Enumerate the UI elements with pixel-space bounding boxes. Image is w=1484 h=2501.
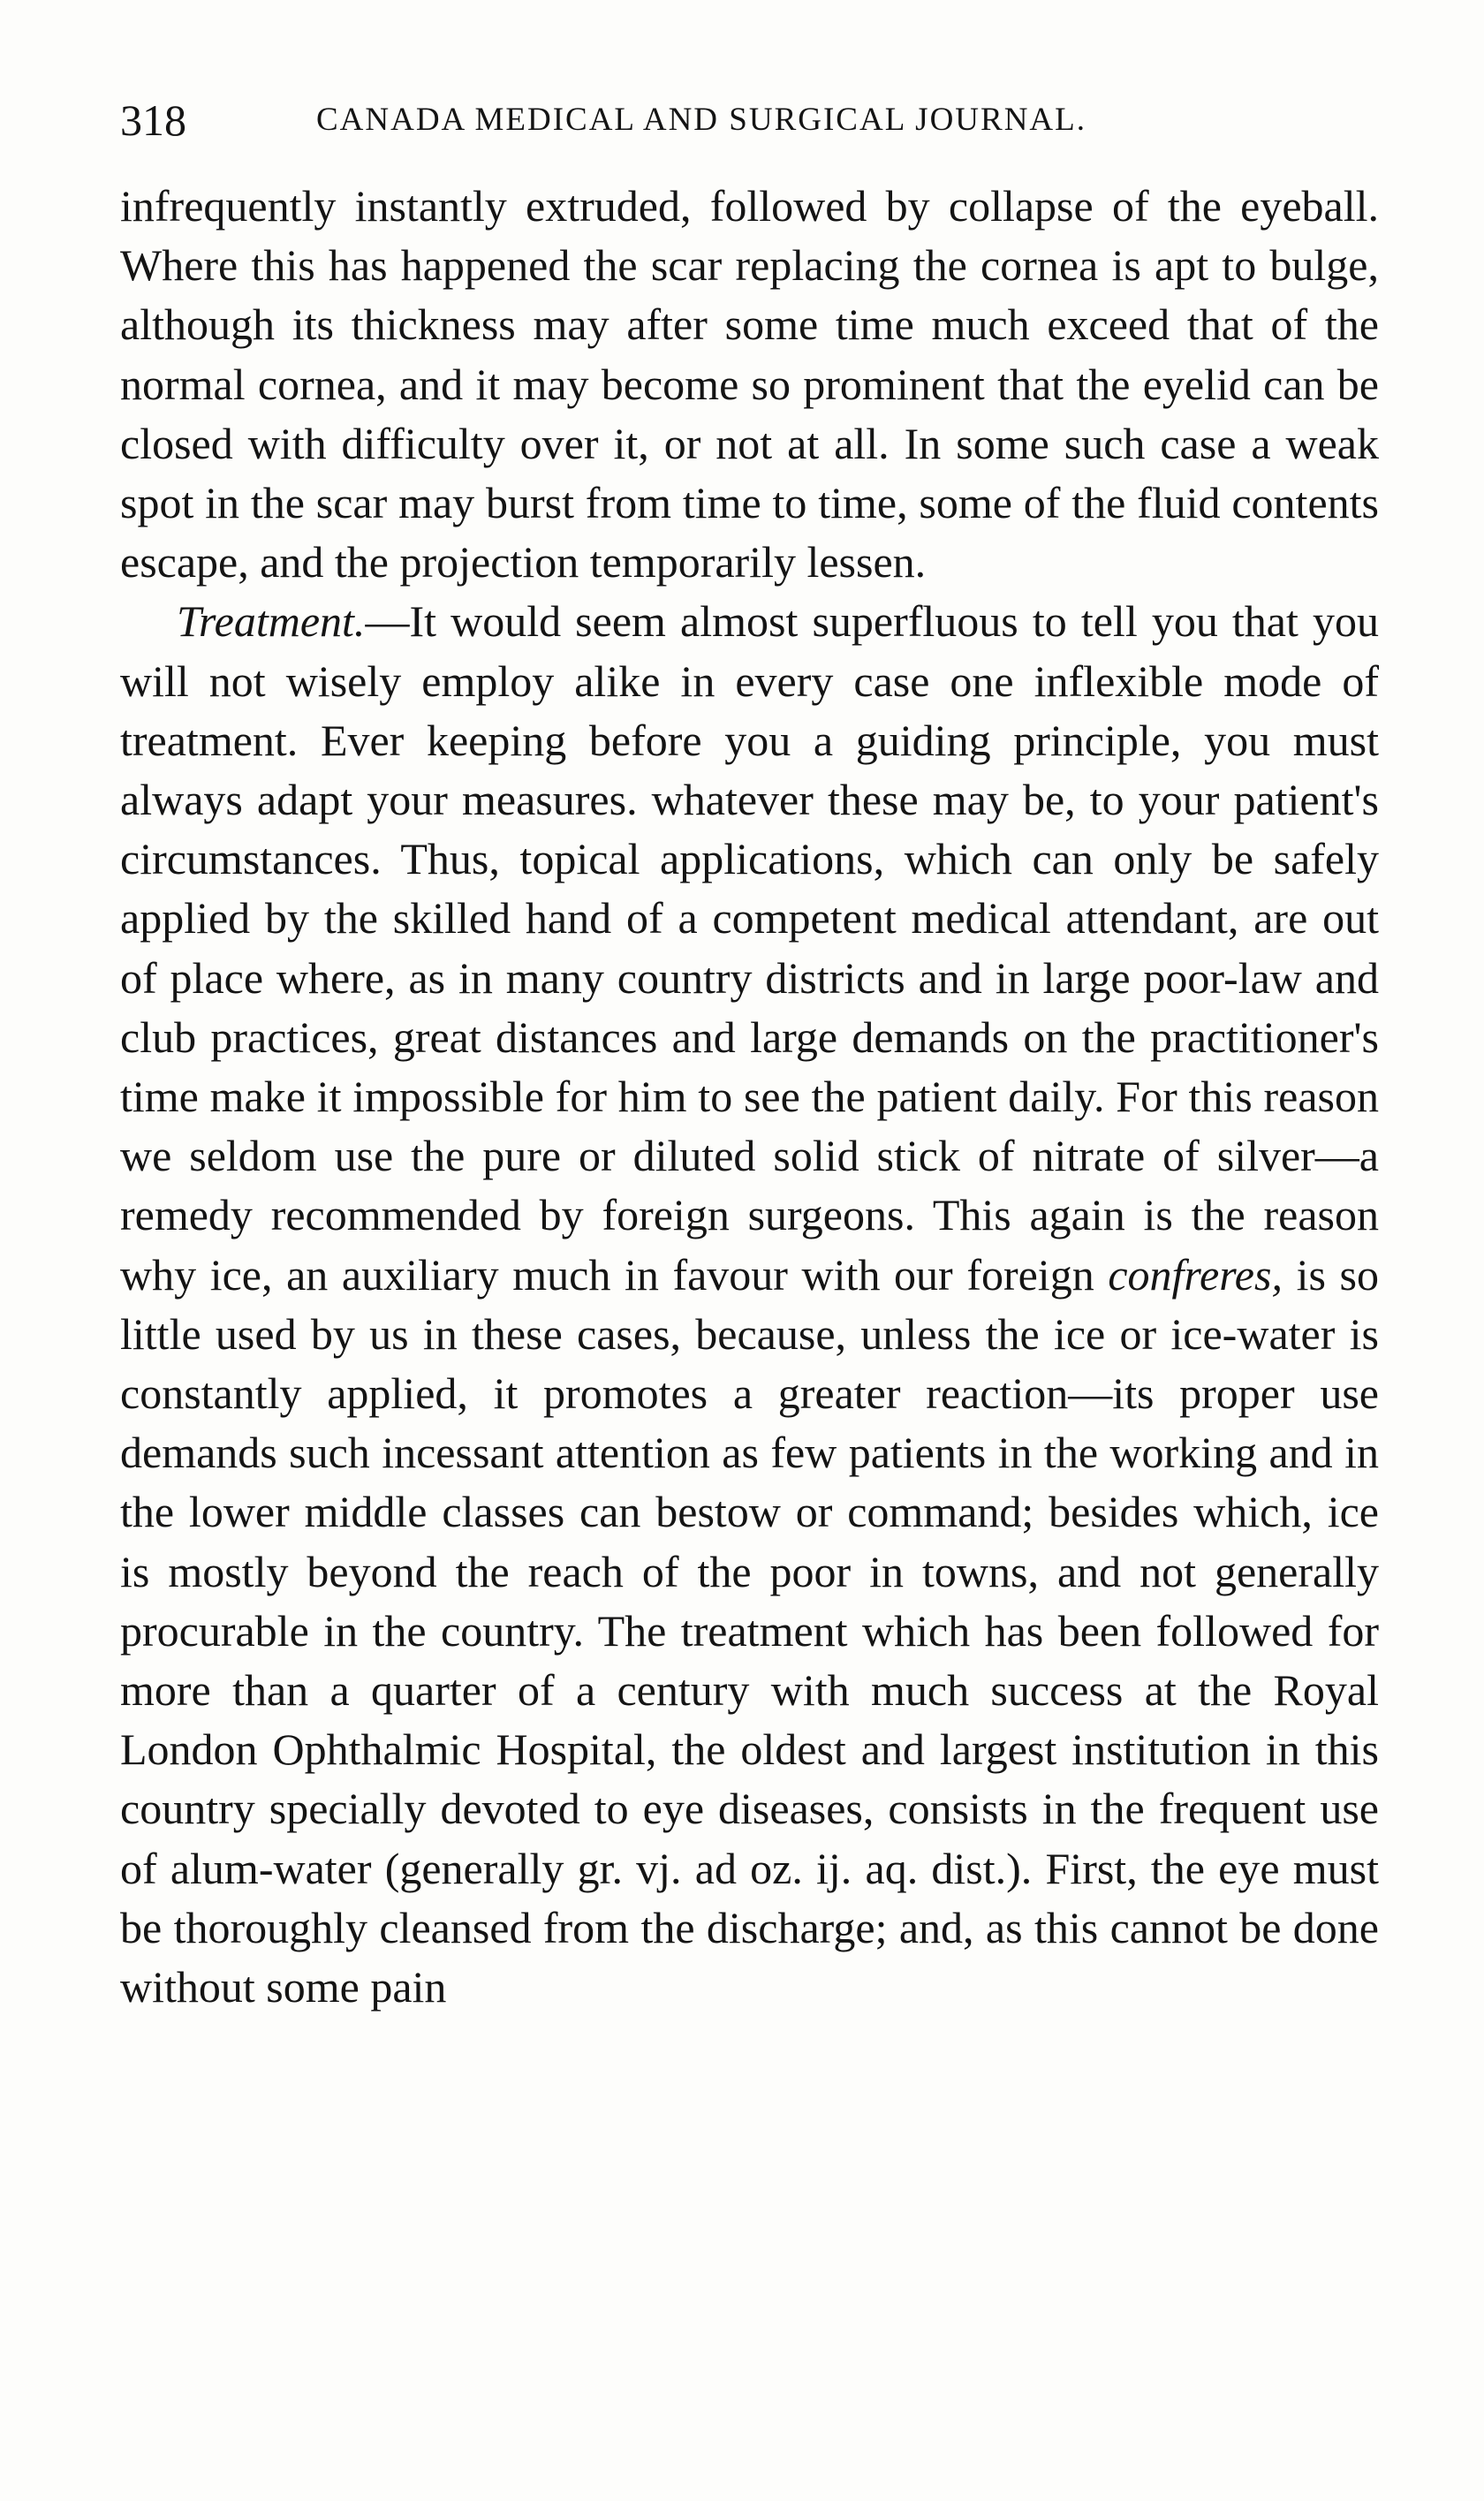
italic-word-confreres: confreres, [1108, 1249, 1283, 1300]
running-head: CANADA MEDICAL AND SURGICAL JOURNAL. [316, 102, 1086, 138]
page-number: 318 [120, 95, 186, 145]
treatment-heading: Treatment. [177, 596, 366, 647]
treatment-text-part-2: is so little used by us in these cases, because, unless the ice or ice-water is constantly applied, it promotes a greater reaction—its proper use demands such incessant attention as few patients in the working and in the lower middle classes can bestow or command; besides which, ice is mostly beyond the reach of the poor in towns, and not generally procurable in the country. The treatment which has been followed for more than a quarter of a century with much success at the Royal London Ophthalmic Hospital, the oldest and largest institution in this country specially devoted to eye diseases, consists in the frequent use of alum-water (generally gr. vj. ad oz. ij. aq. dist.). First, the eye must be thoroughly cleansed from the discharge; and, as this cannot be done without some pain [120, 1249, 1380, 2012]
body-text [120, 177, 1379, 2017]
treatment-text-part-1: —It would seem almost superfluous to tell you that you will not wisely employ alike in every case one inflexible mode of treatment. Ever keeping before you a guiding principle, you must always adapt your measures. whatever these may be, to your patient's circumstances. Thus, topical applications, which can only be safely applied by the skilled hand of a competent medical attendant, are out of place where, as in many country districts and in large poor-law and club practices, great distances and large demands on the practitioner's time make it impossible for him to see the patient daily. For this reason we seldom use the pure or diluted solid stick of nitrate of silver—a remedy recommended by foreign surgeons. This again is the reason why ice, an auxiliary much in favour with our foreign [120, 596, 1379, 1300]
page-header [120, 85, 1374, 155]
paragraph-continued: infrequently instantly extruded, followed by collapse of the eyeball. Where this has happened the scar replacing the cornea is apt to bulge, although its thickness may after some time much exceed that of the normal cornea, and it may become so prominent that the eyelid can be closed with difficulty over it, or not at all. In some such case a weak spot in the scar may burst from time to time, some of the fluid contents escape, and the projection temporarily lessen. [120, 181, 1379, 587]
paragraph-treatment [120, 592, 1379, 2017]
